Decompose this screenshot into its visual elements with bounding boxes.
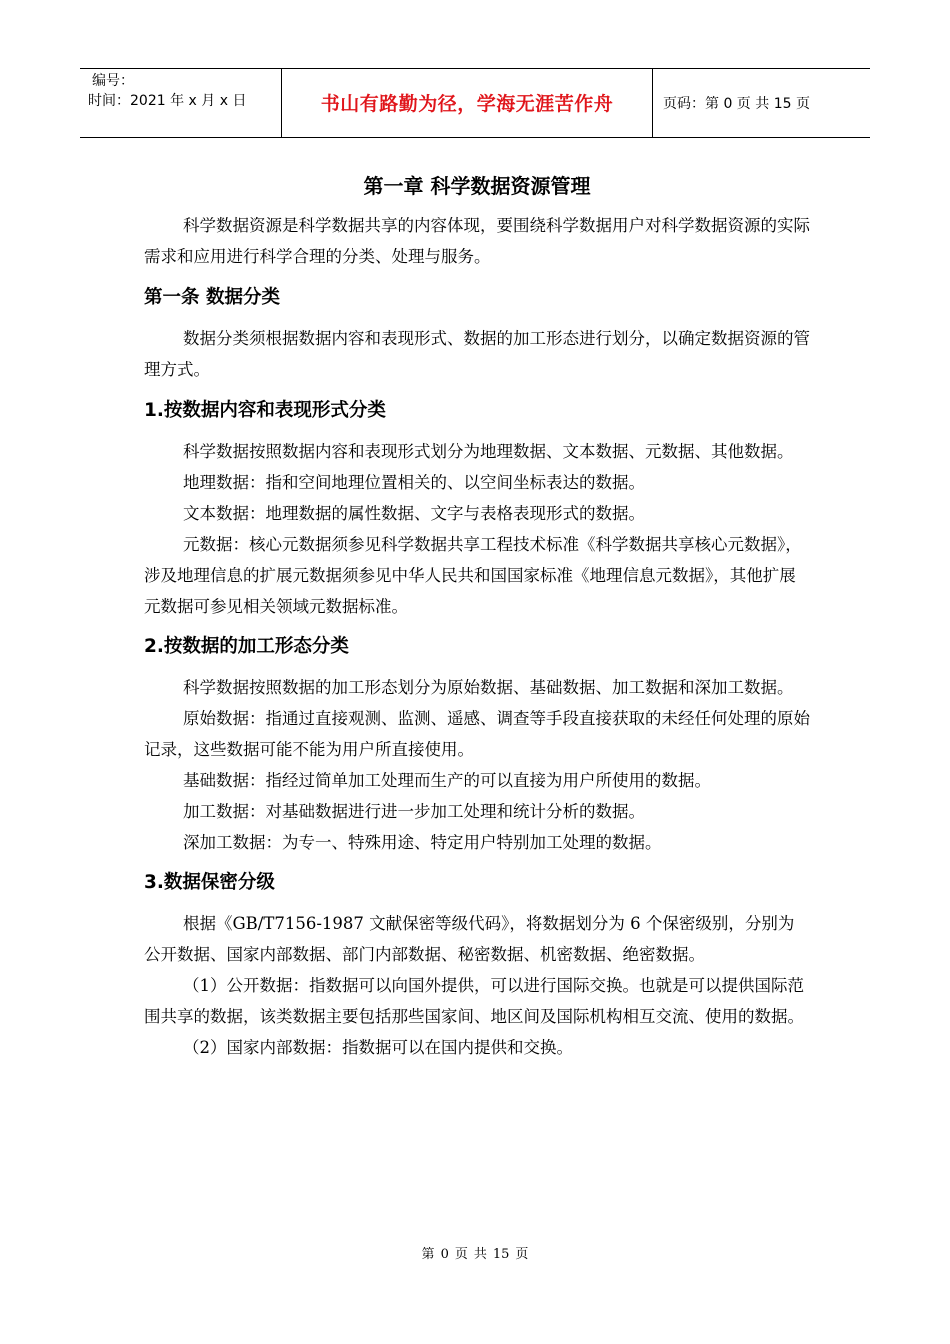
section-heading: 2.按数据的加工形态分类 (144, 636, 349, 657)
section-paragraph: 元数据：核心元数据须参见科学数据共享工程技术标准《科学数据共享核心元数据》，涉及地理信息的扩展元数据须参见中华人民共和国国家标准《地理信息元数据》，其他扩展元数据可参见相关领域元数据标准。 (144, 535, 802, 616)
header-motto-cell (282, 69, 653, 137)
section-paragraph: （1）公开数据：指数据可以向国外提供，可以进行国际交换。也就是可以提供国际范围共享的数据，该类数据主要包括那些国家间、地区间及国际机构相互交流、使用的数据。 (144, 976, 804, 1026)
section-paragraph: 深加工数据：为专一、特殊用途、特定用户特别加工处理的数据。 (183, 833, 662, 852)
header-page-info: 页码：第 0 页 共 15 页 (663, 96, 810, 112)
document-header (80, 68, 870, 138)
section-paragraph: 加工数据：对基础数据进行进一步加工处理和统计分析的数据。 (183, 802, 645, 821)
section-heading: 1.按数据内容和表现形式分类 (144, 400, 386, 421)
section-paragraph: 原始数据：指通过直接观测、监测、遥感、调查等手段直接获取的未经任何处理的原始记录，这些数据可能不能为用户所直接使用。 (144, 709, 810, 759)
footer-gong: 共 (473, 1247, 487, 1262)
header-info-cell (80, 69, 282, 137)
section-paragraph: 文本数据：地理数据的属性数据、文字与表格表现形式的数据。 (183, 504, 645, 523)
section-heading: 3.数据保密分级 (144, 872, 275, 893)
section-paragraph: （2）国家内部数据：指数据可以在国内提供和交换。 (183, 1038, 573, 1057)
section-paragraph: 根据《GB/T7156-1987 文献保密等级代码》，将数据划分为 6 个保密级别，分别为公开数据、国家内部数据、部门内部数据、秘密数据、机密数据、绝密数据。 (144, 914, 795, 964)
chapter-title: 第一章 科学数据资源管理 (363, 174, 591, 198)
document-time-label: 时间：2021 年 x 月 x 日 (88, 93, 247, 109)
section-paragraph: 地理数据：指和空间地理位置相关的、以空间坐标表达的数据。 (183, 473, 645, 492)
footer-ye2: 页 (515, 1247, 529, 1262)
document-number-label: 编号： (92, 73, 134, 89)
header-page-cell (653, 69, 870, 137)
section-paragraph: 科学数据按照数据的加工形态划分为原始数据、基础数据、加工数据和深加工数据。 (183, 678, 794, 697)
footer-ye: 页 (454, 1247, 468, 1262)
footer-di: 第 (421, 1247, 435, 1262)
section-paragraph: 科学数据按照数据内容和表现形式划分为地理数据、文本数据、元数据、其他数据。 (183, 442, 794, 461)
article-paragraph: 数据分类须根据数据内容和表现形式、数据的加工形态进行划分，以确定数据资源的管理方式。 (144, 329, 810, 379)
article-heading: 第一条 数据分类 (144, 287, 280, 308)
page-footer (0, 1246, 950, 1264)
header-motto: 书山有路勤为径，学海无涯苦作舟 (320, 93, 614, 115)
intro-paragraph: 科学数据资源是科学数据共享的内容体现，要围绕科学数据用户对科学数据资源的实际需求和应用进行科学合理的分类、处理与服务。 (144, 216, 810, 266)
section-paragraph: 基础数据：指经过简单加工处理而生产的可以直接为用户所使用的数据。 (183, 771, 711, 790)
document-body (144, 168, 810, 1063)
footer-page-number: 0 (440, 1247, 449, 1262)
footer-total-pages: 15 (492, 1247, 510, 1262)
